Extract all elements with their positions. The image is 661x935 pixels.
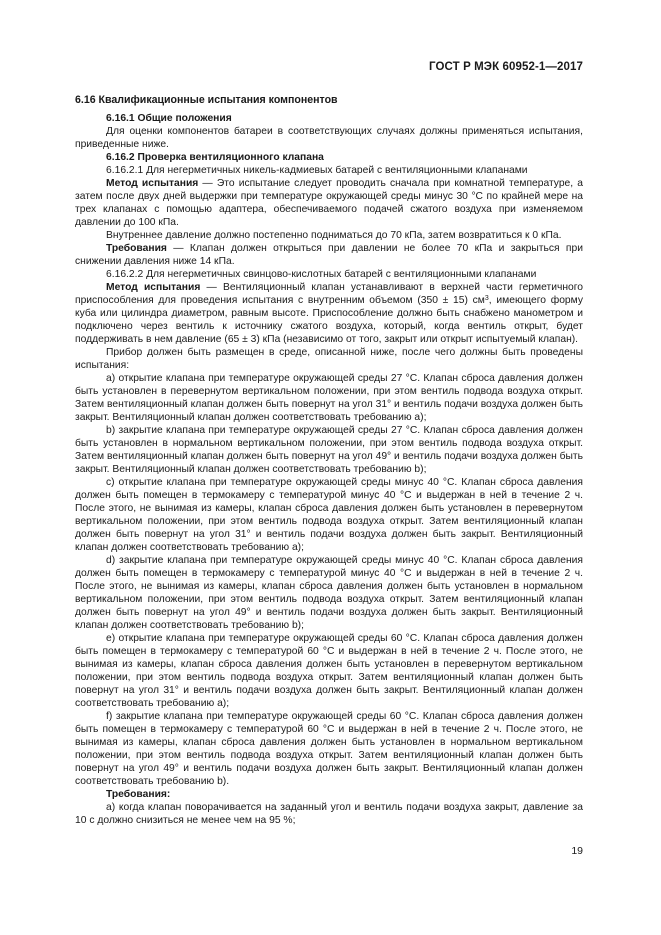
requirement-item-a: а) когда клапан поворачивается на заданный угол и вентиль подачи воздуха закрыт, давление за 10 с должно снизиться не менее чем на 95 %; <box>75 802 583 826</box>
list-item-d: d) закрытие клапана при температуре окружающей среды минус 40 °С. Клапан сброса давления должен быть помещен в термокамеру с температурой минус 40 °С и выдержан в ней в течение 2 ч. После этого, не вынимая из камеры, клапан сброса давления должен быть установлен в нормальном вертикальном положении, при этом вентиль подвода воздуха открыт. Затем вентиляционный клапан должен быть повернут на угол 49° и вентиль подачи воздуха должен быть закрыт. Вентиляционный клапан должен соответствовать требованию b); <box>75 555 583 631</box>
document-body <box>75 94 583 827</box>
requirements-heading: Требования: <box>106 789 171 800</box>
list-item-a: а) открытие клапана при температуре окружающей среды 27 °С. Клапан сброса давления должен быть установлен в перевернутом вертикальном положении, при этом вентиль подвода воздуха открыт. Затем вентиляционный клапан должен быть повернут на угол 31° и вентиль подачи воздуха должен быть закрыт. Вентиляционный клапан должен соответствовать требованию а); <box>75 373 583 423</box>
list-item-b: b) закрытие клапана при температуре окружающей среды 27 °С. Клапан сброса давления должен быть установлен в нормальном вертикальном положении, при этом вентиль подвода воздуха открыт. Затем вентиляционный клапан должен быть повернут на угол 49° и вентиль подачи воздуха должен быть закрыт. Вентиляционный клапан должен соответствовать требованию b); <box>75 425 583 475</box>
method-text-2b: , имеющего форму куба или цилиндра диаметром, равным высоте. Приспособление должно быть снабжено манометром и подключено через вентиль к источнику сжатого воздуха, который, когда вентиль открыт, будет поддерживать в нем давление (65 ± 3) кПа (независимо от того, закрыт или открыт испытуемый клапан). <box>75 295 583 345</box>
method-text: — Это испытание следует проводить сначала при комнатной температуре, а затем после двух дней выдержки при температуре окружающей среды минус 30 °С по крайней мере на трех клапанах с помощью адаптера, обеспечиваемого подачей сжатого воздуха при изменяемом давлении до 100 кПа. <box>75 178 583 228</box>
paragraph-method-2 <box>75 281 583 346</box>
requirements-text: — Клапан должен открыться при давлении не более 70 кПа и закрыться при снижении давления ниже 14 кПа. <box>75 243 583 267</box>
method-label: Метод испытания <box>106 178 199 189</box>
method-label-2: Метод испытания <box>106 282 201 293</box>
paragraph-nicd: 6.16.2.1 Для негерметичных никель-кадмиевых батарей с вентиляционными клапанами <box>106 165 528 176</box>
list-item-e: е) открытие клапана при температуре окружающей среды 60 °С. Клапан сброса давления должен быть помещен в термокамеру с температурой 60 °С и выдержан в ней в течение 2 ч. После этого, не вынимая из камеры, клапан сброса давления должен быть установлен в перевернутом вертикальном положении, при этом вентиль подвода воздуха открыт. Затем вентиляционный клапан должен быть повернут на угол 31° и вентиль подачи воздуха должен быть закрыт. Вентиляционный клапан должен соответствовать требованию а); <box>75 633 583 709</box>
paragraph-lead-acid: 6.16.2.2 Для негерметичных свинцово-кислотных батарей с вентиляционными клапанами <box>106 269 537 280</box>
paragraph-method-1 <box>75 177 583 229</box>
section-title: 6.16 Квалификационные испытания компонентов <box>75 94 338 106</box>
method-text-2a: — Вентиляционный клапан устанавливают в верхней части герметичного приспособления для проведения испытания с внутренним объемом (350 ± 15) см <box>75 282 583 306</box>
paragraph-requirements-1 <box>75 242 583 268</box>
list-item-c: с) открытие клапана при температуре окружающей среды минус 40 °С. Клапан сброса давления должен быть помещен в термокамеру с температурой минус 40 °С и выдержан в ней в течение 2 ч. После этого, не вынимая из камеры, клапан сброса давления должен быть установлен в перевернутом вертикальном положении, при этом вентиль подвода воздуха открыт. Затем вентиляционный клапан должен быть повернут на угол 31° и вентиль подачи воздуха должен быть закрыт. Вентиляционный клапан должен соответствовать требованию а); <box>75 477 583 553</box>
subsection-title-general: 6.16.1 Общие положения <box>106 113 232 124</box>
page-number: 19 <box>571 845 583 857</box>
superscript-cube: 3 <box>484 295 489 302</box>
paragraph-pressure: Внутреннее давление должно постепенно подниматься до 70 кПа, затем возвратиться к 0 кПа. <box>106 230 562 241</box>
list-item-f: f) закрытие клапана при температуре окружающей среды 60 °С. Клапан сброса давления должен быть помещен в термокамеру с температурой 60 °С и выдержан в ней в течение 2 ч. После этого, не вынимая из камеры, клапан сброса давления должен быть установлен в нормальном вертикальном положении, при этом вентиль подвода воздуха открыт. Затем вентиляционный клапан должен быть повернут на угол 49° и вентиль подачи воздуха должен быть закрыт. Вентиляционный клапан должен соответствовать требованию b). <box>75 711 583 787</box>
requirements-label: Требования <box>106 243 167 254</box>
paragraph-device: Прибор должен быть размещен в среде, описанной ниже, после чего должны быть проведены испытания: <box>75 347 583 371</box>
paragraph-general: Для оценки компонентов батареи в соответствующих случаях должны применяться испытания, приведенные ниже. <box>75 126 583 150</box>
subsection-title-vent-valve: 6.16.2 Проверка вентиляционного клапана <box>106 152 324 163</box>
document-code-header: ГОСТ Р МЭК 60952-1—2017 <box>429 61 583 73</box>
